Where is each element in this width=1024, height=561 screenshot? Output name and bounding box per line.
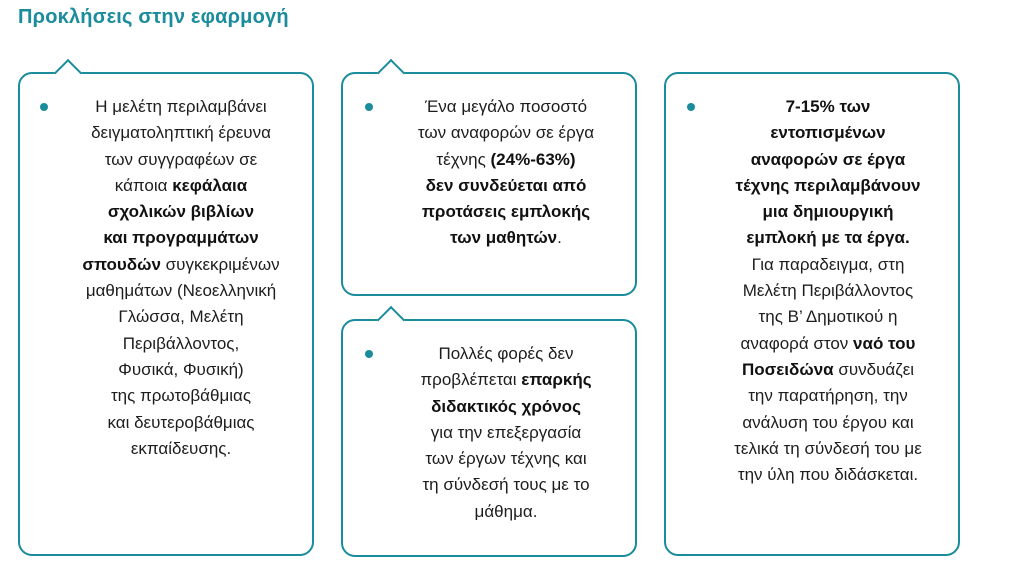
card-notch <box>377 59 405 87</box>
text-line <box>697 410 959 436</box>
text-line <box>375 94 637 120</box>
bullet-icon <box>687 103 695 111</box>
bold-run: ναό του <box>853 333 916 353</box>
text-line <box>375 173 637 199</box>
text-run: και δευτεροβάθμιας <box>107 412 255 432</box>
page-title: Προκλήσεις στην εφαρμογή <box>18 6 289 28</box>
text-line <box>697 331 959 357</box>
text-line <box>50 331 312 357</box>
text-line <box>697 436 959 462</box>
text-line <box>697 147 959 173</box>
text-run: την ύλη που διδάσκεται. <box>737 465 919 485</box>
text-line <box>697 225 959 251</box>
bold-run: και προγραμμάτων <box>103 228 259 248</box>
text-run: συνδυάζει <box>833 359 915 379</box>
text-line <box>50 357 312 383</box>
text-run: Ένα μεγάλο ποσοστό <box>424 97 588 116</box>
text-line <box>697 173 959 199</box>
card-notch <box>377 306 405 334</box>
bold-run: επαρκής <box>521 370 592 390</box>
bold-run: διδακτικός χρόνος <box>431 396 581 416</box>
bullet-icon <box>365 350 373 358</box>
text-run: της Β’ Δημοτικού η <box>758 307 898 327</box>
text-line <box>697 199 959 225</box>
text-line <box>697 94 959 120</box>
card-survey-text <box>50 94 312 462</box>
text-line <box>697 120 959 146</box>
bold-run: εντοπισμένων <box>770 123 886 143</box>
card-time-text <box>375 341 637 525</box>
text-line <box>375 446 637 472</box>
bold-run: των μαθητών <box>450 228 558 248</box>
text-run: Μελέτη Περιβάλλοντος <box>742 281 914 301</box>
text-line <box>50 410 312 436</box>
text-run: Περιβάλλοντος, <box>122 333 240 353</box>
bold-run: προτάσεις εμπλοκής <box>421 202 591 222</box>
text-line <box>50 383 312 409</box>
text-run: Πολλές φορές δεν <box>438 344 574 363</box>
text-line <box>50 436 312 462</box>
text-line <box>375 472 637 498</box>
card-percentage-text <box>375 94 637 252</box>
text-run: εκπαίδευσης. <box>130 438 232 458</box>
text-line <box>697 304 959 330</box>
bold-run: (24%-63%) <box>490 149 576 169</box>
text-line <box>50 173 312 199</box>
text-run: μάθημα. <box>474 501 538 521</box>
text-line <box>375 199 637 225</box>
text-run: . <box>557 228 562 248</box>
text-run: των έργων τέχνης και <box>425 449 587 469</box>
text-line <box>697 357 959 383</box>
text-line <box>375 225 637 251</box>
text-line <box>375 394 637 420</box>
text-line <box>375 367 637 393</box>
text-line <box>375 341 637 367</box>
text-line <box>375 120 637 146</box>
text-run: την παρατήρηση, την <box>748 386 908 406</box>
bullet-icon <box>365 103 373 111</box>
bold-run: Ποσειδώνα <box>741 359 834 379</box>
text-line <box>697 462 959 488</box>
text-line <box>50 120 312 146</box>
text-line <box>697 278 959 304</box>
bold-run: εμπλοκή με τα έργα. <box>746 228 910 248</box>
text-run: της πρωτοβάθμιας <box>110 386 252 406</box>
text-run: ανάλυση του έργου και <box>742 412 914 432</box>
bold-run: 7-15% των <box>785 97 871 116</box>
bold-run: κεφάλαια <box>172 175 248 195</box>
text-line <box>50 304 312 330</box>
text-line <box>375 420 637 446</box>
text-line <box>375 147 637 173</box>
text-run: Η μελέτη περιλαμβάνει <box>95 97 267 116</box>
text-line <box>50 94 312 120</box>
text-run: αναφορά στον <box>740 333 854 353</box>
text-run: μαθημάτων (Νεοελληνική <box>85 281 277 301</box>
card-creative-text <box>697 94 959 488</box>
text-line <box>697 383 959 409</box>
text-run: κάποια <box>114 175 173 195</box>
text-line <box>697 252 959 278</box>
text-run: Φυσικά, Φυσική) <box>118 359 244 379</box>
bullet-icon <box>40 103 48 111</box>
text-run: Για παραδειγμα, στη <box>751 254 905 274</box>
text-run: δειγματοληπτική έρευνα <box>91 123 271 143</box>
text-line <box>50 278 312 304</box>
text-line <box>375 499 637 525</box>
text-run: τέχνης <box>436 149 491 169</box>
text-run: των αναφορών σε έργα <box>417 123 595 143</box>
text-line <box>50 199 312 225</box>
bold-run: δεν συνδεύεται από <box>425 175 587 195</box>
bold-run: αναφορών σε έργα <box>750 149 906 169</box>
text-line <box>50 225 312 251</box>
bold-run: σχολικών βιβλίων <box>107 202 255 222</box>
text-line <box>50 147 312 173</box>
card-notch <box>54 59 82 87</box>
text-run: προβλέπεται <box>420 370 522 390</box>
text-run: για την επεξεργασία <box>430 422 582 442</box>
text-run: συγκεκριμένων <box>160 254 280 274</box>
text-run: Γλώσσα, Μελέτη <box>118 307 244 327</box>
text-run: τελικά τη σύνδεσή του με <box>734 438 922 458</box>
bold-run: σπουδών <box>82 254 161 274</box>
text-line <box>50 252 312 278</box>
bold-run: τέχνης περιλαμβάνουν <box>735 175 921 195</box>
text-run: τη σύνδεσή τους με το <box>422 475 590 495</box>
bold-run: μια δημιουργική <box>762 202 894 222</box>
text-run: των συγγραφέων σε <box>104 149 258 169</box>
